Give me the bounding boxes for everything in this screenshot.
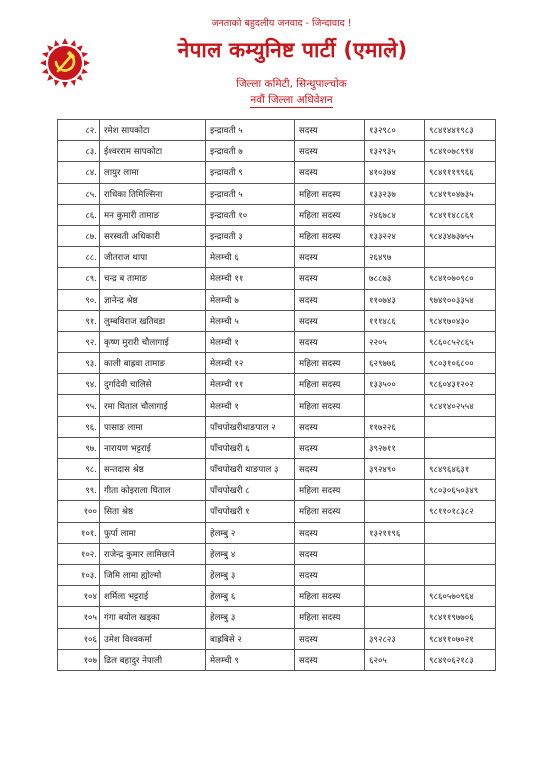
table-row [58, 416, 496, 437]
table-row [58, 480, 496, 501]
serial-number-cell: १०३. [58, 564, 100, 585]
table-row [58, 331, 496, 352]
phone-number-cell: ९८४९६४६३१ [425, 459, 496, 480]
address-cell: मेलम्ची ११ [206, 374, 295, 395]
serial-number-cell: १०६ [58, 628, 100, 649]
phone-number-cell: ९८६०४३१२०२ [425, 374, 496, 395]
membership-number-cell [365, 564, 425, 585]
address-cell: इन्द्रावती ७ [206, 141, 295, 162]
committee-name: जिल्ला कमिटी, सिन्धुपाल्चोक [236, 78, 347, 90]
member-name-cell: पासाङ लामा [100, 416, 206, 437]
phone-number-cell: ९८४१०७८९९४ [425, 141, 496, 162]
member-name-cell: राधिका तिमिल्सिना [100, 183, 206, 204]
serial-number-cell: ९३. [58, 353, 100, 374]
position-cell: महिला सदस्य [295, 607, 365, 628]
table-row [58, 141, 496, 162]
serial-number-cell: ९१. [58, 310, 100, 331]
phone-number-cell: ९८४१०७०९८० [425, 268, 496, 289]
phone-number-cell: ९८४१४४१९८३ [425, 120, 496, 141]
serial-number-cell: ८६. [58, 204, 100, 225]
membership-number-cell [365, 586, 425, 607]
serial-number-cell: ८७. [58, 225, 100, 246]
member-name-cell: गीता कोइराला घिताल [100, 480, 206, 501]
position-cell: सदस्य [295, 649, 365, 670]
phone-number-cell: ९८४१९०४७३५ [425, 183, 496, 204]
membership-number-cell: १११४८६ [365, 310, 425, 331]
member-table [57, 119, 496, 671]
membership-number-cell: ३९२७११ [365, 437, 425, 458]
member-name-cell: दुर्गादेवी चालिसे [100, 374, 206, 395]
phone-number-cell: ९८४१०६२१८३ [425, 649, 496, 670]
serial-number-cell: ८३. [58, 141, 100, 162]
membership-number-cell [365, 543, 425, 564]
address-cell: मेलम्ची ७ [206, 289, 295, 310]
table-row [58, 183, 496, 204]
position-cell: महिला सदस्य [295, 501, 365, 522]
address-cell: हेलम्बु ४ [206, 543, 295, 564]
membership-number-cell: ६२०५ [365, 649, 425, 670]
member-name-cell: सन्तदास श्रेष्ठ [100, 459, 206, 480]
address-cell: हेलम्बु २ [206, 522, 295, 543]
party-name: नेपाल कम्युनिष्ट पार्टी (एमाले) [177, 38, 408, 62]
address-cell: पाँचपोखरी १ [206, 501, 295, 522]
phone-number-cell: ९८६०८५२८६५ [425, 331, 496, 352]
serial-number-cell: ९५. [58, 395, 100, 416]
member-name-cell: गंगा बयोल खड्का [100, 607, 206, 628]
position-cell: महिला सदस्य [295, 204, 365, 225]
table-row [58, 247, 496, 268]
address-cell: मेलम्ची ९ [206, 649, 295, 670]
address-cell: मेलम्ची १ [206, 395, 295, 416]
member-name-cell: नारायण भट्टराई [100, 437, 206, 458]
membership-number-cell: २२०५ [365, 331, 425, 352]
position-cell: सदस्य [295, 459, 365, 480]
membership-number-cell: ३९२८२३ [365, 628, 425, 649]
event-title-text: नवौं जिल्ला अधिवेशन [250, 94, 333, 106]
phone-number-cell: ९८४११०७०२१ [425, 628, 496, 649]
serial-number-cell: १०१. [58, 522, 100, 543]
membership-number-cell: ४१०३७४ [365, 162, 425, 183]
serial-number-cell: ८४. [58, 162, 100, 183]
position-cell: महिला सदस्य [295, 374, 365, 395]
table-row [58, 649, 496, 670]
address-cell: मेलम्ची १ [206, 331, 295, 352]
member-name-cell: राजेन्द्र कुमार लामिछाने [100, 543, 206, 564]
address-cell: हेलम्बु ३ [206, 607, 295, 628]
phone-number-cell: ९७४१००३३५४ [425, 289, 496, 310]
serial-number-cell: ८८. [58, 247, 100, 268]
slogan: जनताको बहुदलीय जनवाद - जिन्दावाद ! [211, 18, 352, 29]
position-cell: सदस्य [295, 628, 365, 649]
table-row [58, 459, 496, 480]
phone-number-cell: ९८११०१८३८२ [425, 501, 496, 522]
table-row [58, 268, 496, 289]
serial-number-cell: १०२. [58, 543, 100, 564]
address-cell: इन्द्रावती ३ [206, 225, 295, 246]
phone-number-cell: ९८४३४७३७५५ [425, 225, 496, 246]
membership-number-cell: ११७२२६ [365, 416, 425, 437]
serial-number-cell: ९६. [58, 416, 100, 437]
position-cell: सदस्य [295, 522, 365, 543]
membership-number-cell: २६४९७ [365, 247, 425, 268]
membership-number-cell: ७८८७३ [365, 268, 425, 289]
member-name-cell: चन्द्र ब तामाङ [100, 268, 206, 289]
phone-number-cell: ९८४११९७७०६ [425, 607, 496, 628]
member-name-cell: उमेश विश्वकर्मा [100, 628, 206, 649]
address-cell: पाँचपोखरी ६ [206, 437, 295, 458]
member-name-cell: सरस्वती अधिकारी [100, 225, 206, 246]
table-row [58, 374, 496, 395]
address-cell: मेलम्ची ११ [206, 268, 295, 289]
table-row [58, 437, 496, 458]
membership-number-cell: १३३२२४ [365, 225, 425, 246]
address-cell: इन्द्रावती १० [206, 204, 295, 225]
serial-number-cell: ९४. [58, 374, 100, 395]
table-row [58, 607, 496, 628]
member-table-body [58, 120, 496, 671]
address-cell: पाँचपोखरीथाङपाल २ [206, 416, 295, 437]
position-cell: सदस्य [295, 543, 365, 564]
table-row [58, 225, 496, 246]
table-row [58, 395, 496, 416]
serial-number-cell: ९८. [58, 459, 100, 480]
position-cell: सदस्य [295, 564, 365, 585]
table-row [58, 204, 496, 225]
address-cell: मेलम्ची ६ [206, 247, 295, 268]
phone-number-cell [425, 543, 496, 564]
address-cell: इन्द्रावती ५ [206, 120, 295, 141]
member-name-cell: ईश्वरराम सापकोटा [100, 141, 206, 162]
position-cell: सदस्य [295, 247, 365, 268]
address-cell: मेलम्ची १२ [206, 353, 295, 374]
address-cell: हेलम्बु ६ [206, 586, 295, 607]
serial-number-cell: ९९. [58, 480, 100, 501]
event-title [0, 93, 543, 107]
serial-number-cell: ८२. [58, 120, 100, 141]
position-cell: सदस्य [295, 120, 365, 141]
member-name-cell: लुम्बविराज खतिवडा [100, 310, 206, 331]
phone-number-cell [425, 564, 496, 585]
position-cell: महिला सदस्य [295, 225, 365, 246]
member-name-cell: फुर्पा लामा [100, 522, 206, 543]
table-row [58, 522, 496, 543]
table-row [58, 586, 496, 607]
phone-number-cell: ९८४१११९९६६ [425, 162, 496, 183]
membership-number-cell [365, 501, 425, 522]
membership-number-cell: १३२९८० [365, 120, 425, 141]
membership-number-cell: २४६७८४ [365, 204, 425, 225]
position-cell: महिला सदस्य [295, 183, 365, 204]
member-name-cell: सिता श्रेष्ठ [100, 501, 206, 522]
phone-number-cell: ९८४११४८८६१ [425, 204, 496, 225]
position-cell: सदस्य [295, 141, 365, 162]
position-cell: सदस्य [295, 331, 365, 352]
membership-number-cell: ३९२४९० [365, 459, 425, 480]
membership-number-cell [365, 607, 425, 628]
phone-number-cell [425, 522, 496, 543]
serial-number-cell: १०० [58, 501, 100, 522]
table-row [58, 289, 496, 310]
member-name-cell: मन कुमारी तामाङ [100, 204, 206, 225]
position-cell: महिला सदस्य [295, 586, 365, 607]
phone-number-cell: ९८६०५७०९६४ [425, 586, 496, 607]
serial-number-cell: ९२. [58, 331, 100, 352]
table-row [58, 120, 496, 141]
phone-number-cell: ९८०३०६५०३४९ [425, 480, 496, 501]
table-row [58, 628, 496, 649]
position-cell: सदस्य [295, 162, 365, 183]
address-cell: हेलम्बु ३ [206, 564, 295, 585]
position-cell: सदस्य [295, 268, 365, 289]
member-name-cell: कृष्ण मुरारी चौलागाई [100, 331, 206, 352]
serial-number-cell: ८९. [58, 268, 100, 289]
address-cell: इन्द्रावती ५ [206, 183, 295, 204]
position-cell: सदस्य [295, 416, 365, 437]
member-name-cell: ढिल बहादुर नेपाली [100, 649, 206, 670]
phone-number-cell [425, 437, 496, 458]
serial-number-cell: ८५. [58, 183, 100, 204]
position-cell: महिला सदस्य [295, 395, 365, 416]
table-row [58, 353, 496, 374]
member-name-cell: काली बाह्रवा तामाङ [100, 353, 206, 374]
membership-number-cell [365, 395, 425, 416]
table-row [58, 543, 496, 564]
address-cell: मेलम्ची ५ [206, 310, 295, 331]
position-cell: सदस्य [295, 310, 365, 331]
address-cell: इन्द्रावती ९ [206, 162, 295, 183]
address-cell: पाँचपोखरी ८ [206, 480, 295, 501]
serial-number-cell: ९०. [58, 289, 100, 310]
serial-number-cell: १०५ [58, 607, 100, 628]
membership-number-cell: १३३५०० [365, 374, 425, 395]
position-cell: सदस्य [295, 437, 365, 458]
address-cell: बाह्रबिसे २ [206, 628, 295, 649]
table-row [58, 310, 496, 331]
position-cell: महिला सदस्य [295, 353, 365, 374]
serial-number-cell: ९७. [58, 437, 100, 458]
member-name-cell: रमेश सापकोटा [100, 120, 206, 141]
position-cell: महिला सदस्य [295, 480, 365, 501]
membership-number-cell: १३२११९६ [365, 522, 425, 543]
membership-number-cell: १३३२३७ [365, 183, 425, 204]
member-name-cell: लायुर लामा [100, 162, 206, 183]
phone-number-cell: ९८४१४०२५५४ [425, 395, 496, 416]
phone-number-cell [425, 416, 496, 437]
membership-number-cell [365, 480, 425, 501]
member-name-cell: जीतराज थापा [100, 247, 206, 268]
table-row [58, 564, 496, 585]
serial-number-cell: १०४ [58, 586, 100, 607]
membership-number-cell: ११०७४३ [365, 289, 425, 310]
phone-number-cell [425, 247, 496, 268]
table-row [58, 162, 496, 183]
phone-number-cell: ९८४१७०४३० [425, 310, 496, 331]
member-name-cell: रमा घिताल चौलागाई [100, 395, 206, 416]
phone-number-cell: ९८०३१०६८०० [425, 353, 496, 374]
membership-number-cell: ६२९७७६ [365, 353, 425, 374]
member-name-cell: शर्मिला भट्टराई [100, 586, 206, 607]
member-name-cell: जिमि लामा ह्योल्मो [100, 564, 206, 585]
serial-number-cell: १०७ [58, 649, 100, 670]
address-cell: पाँचपोखरी थाङपाल ३ [206, 459, 295, 480]
position-cell: सदस्य [295, 289, 365, 310]
table-row [58, 501, 496, 522]
membership-number-cell: १३२९३५ [365, 141, 425, 162]
member-name-cell: ज्ञानेन्द्र श्रेष्ठ [100, 289, 206, 310]
